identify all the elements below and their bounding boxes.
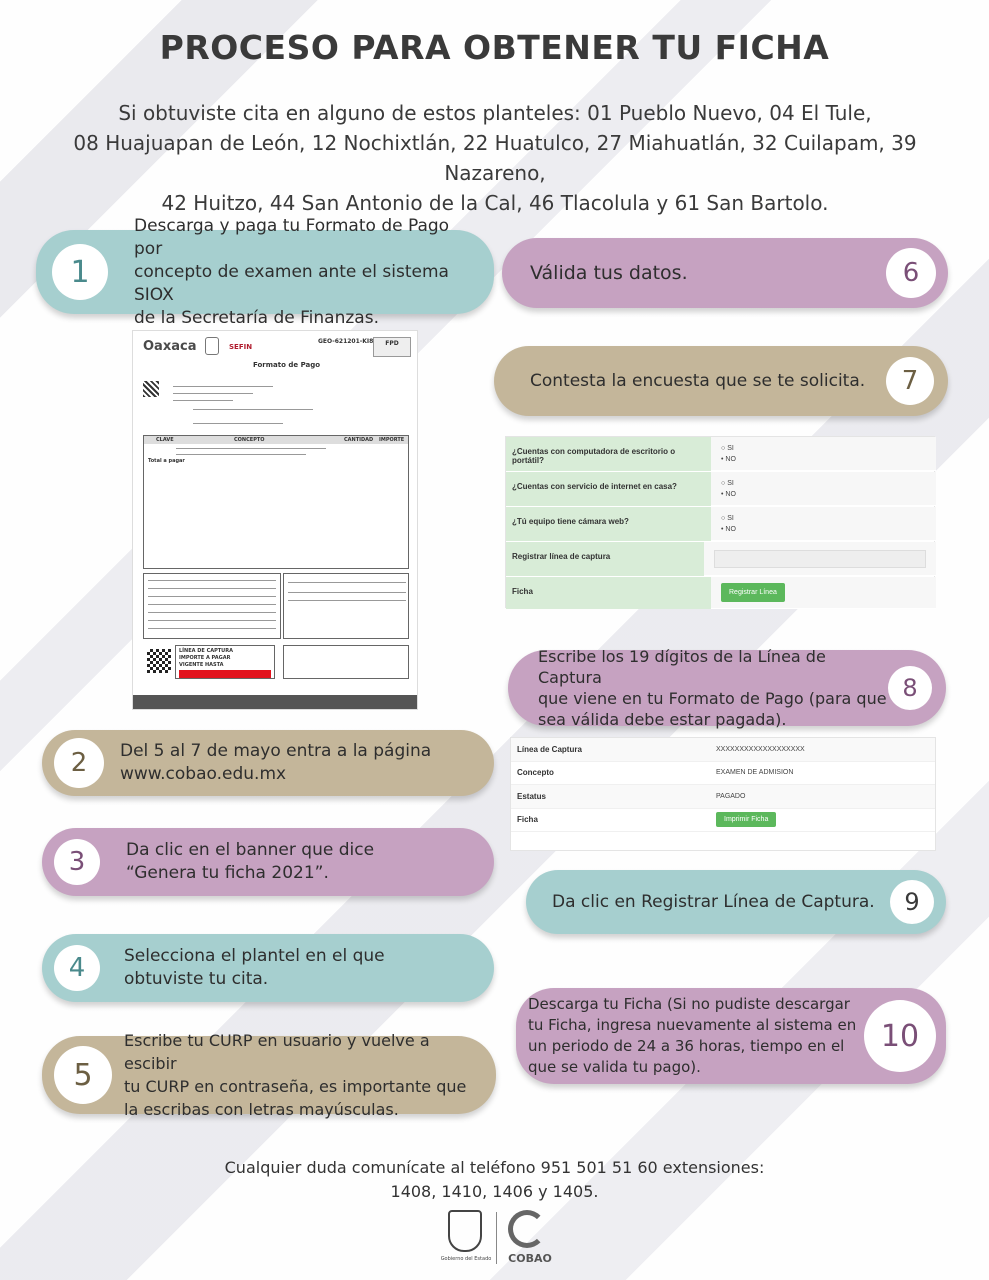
option-no: NO: [725, 526, 736, 533]
capture-key: Línea de Captura: [517, 744, 582, 754]
gob-caption: Gobierno del Estado: [440, 1256, 492, 1262]
intro-text: [20, 98, 970, 218]
capture-key: Concepto: [517, 768, 554, 778]
step-text: [552, 891, 890, 914]
survey-row: [506, 472, 936, 506]
step-line: Del 5 al 7 de mayo entra a la página: [120, 741, 432, 761]
form-fpd: FPD: [385, 340, 399, 347]
step-text: [124, 945, 476, 991]
logo-divider: [496, 1212, 497, 1264]
survey-question: Registrar línea de captura: [506, 542, 704, 576]
step-5: [42, 1031, 496, 1119]
form-red-bar: [179, 670, 271, 678]
form-store-table: [283, 573, 409, 639]
footer-line: Cualquier duda comunícate al teléfono 951 501 51 60 extensiones:: [224, 1158, 765, 1177]
step-number: 5: [54, 1046, 112, 1104]
capture-row: [511, 762, 935, 786]
form-bank-table: [143, 573, 281, 639]
cobao-logo-icon: [508, 1210, 546, 1248]
step-number: 1: [52, 244, 108, 300]
intro-line: Si obtuviste cita en alguno de estos planteles: 01 Pueblo Nuevo, 04 El Tule,: [118, 101, 872, 125]
step-line: de la Secretaría de Finanzas.: [134, 307, 379, 328]
step-line: Escribe los 19 dígitos de la Línea de Captura: [538, 647, 826, 687]
form-concept-table: [143, 435, 409, 569]
intro-line: 42 Huitzo, 44 San Antonio de la Cal, 46 Tlacolula y 61 San Bartolo.: [161, 191, 829, 215]
form-col-cantidad: CANTIDAD: [344, 437, 374, 443]
step-line: Descarga tu Ficha (Si no pudiste descargar: [528, 995, 850, 1013]
option-si: SI: [727, 515, 734, 522]
step-text: [530, 262, 886, 285]
form-capture-box: [175, 645, 275, 679]
step-number: 7: [886, 357, 934, 405]
survey-form-image: [505, 436, 935, 608]
capture-value: XXXXXXXXXXXXXXXXXXX: [716, 745, 805, 753]
step-line: Da clic en el banner que dice: [126, 840, 375, 860]
step-2: [42, 730, 494, 796]
form-code: GEO-621201-KI8: [318, 338, 374, 345]
survey-field-cell: [704, 542, 936, 576]
form-qr-code: [147, 649, 171, 673]
capture-row: [511, 785, 935, 809]
form-col-importe: IMPORTE: [379, 437, 405, 443]
step-line: tu Ficha, ingresa nuevamente al sistema en: [528, 1016, 857, 1034]
survey-question: Ficha: [506, 577, 711, 609]
step-line: que viene en tu Formato de Pago (para que: [538, 689, 887, 708]
survey-question: ¿Tú equipo tiene cámara web?: [506, 507, 711, 541]
step-number: 4: [54, 945, 100, 991]
survey-question: ¿Cuentas con computadora de escritorio o portátil?: [506, 437, 711, 471]
form-footer-bar: [133, 695, 417, 709]
step-line: Válida tus datos.: [530, 261, 688, 284]
step-line: Selecciona el plantel en el que: [124, 946, 385, 966]
step-3: [42, 828, 494, 896]
capture-row: [511, 809, 935, 833]
form-sefin-logo: SEFIN: [229, 343, 253, 351]
register-line-button: Registrar Línea: [721, 583, 785, 602]
form-col-concepto: CONCEPTO: [234, 437, 265, 443]
step-7: [494, 346, 948, 416]
survey-button-cell: [711, 577, 936, 609]
coat-of-arms-icon: [205, 337, 219, 355]
form-signature-box: [283, 645, 409, 679]
step-6: [502, 238, 948, 308]
capture-row: [511, 738, 935, 762]
step-line: sea válida debe estar pagada).: [538, 710, 787, 729]
option-si: SI: [727, 445, 734, 452]
step-text: [120, 740, 476, 786]
form-importe-pagar: IMPORTE A PAGAR: [179, 655, 231, 661]
survey-row: [506, 542, 936, 576]
payment-form-image: [132, 330, 418, 710]
step-number: 10: [864, 1000, 936, 1072]
contact-footer: [0, 1156, 989, 1204]
step-number: 8: [888, 666, 932, 710]
form-col-clave: CLAVE: [156, 437, 174, 443]
step-line: Escribe tu CURP en usuario y vuelve a escibir: [124, 1031, 430, 1073]
footer-line: 1408, 1410, 1406 y 1405.: [390, 1182, 599, 1201]
state-coat-of-arms-icon: [448, 1210, 482, 1252]
survey-options: ○ SI • NO: [711, 472, 936, 506]
step-number: 9: [890, 880, 934, 924]
step-number: 3: [54, 839, 100, 885]
option-no: NO: [725, 491, 736, 498]
step-8: [508, 647, 946, 729]
step-line: Descarga y paga tu Formato de Pago por: [134, 215, 450, 259]
step-line: Contesta la encuesta que se te solicita.: [530, 370, 866, 391]
capture-button-cell: [716, 812, 935, 827]
capture-key: Ficha: [517, 815, 538, 825]
capture-value: PAGADO: [716, 792, 746, 800]
step-number: 2: [54, 738, 104, 788]
step-line: www.cobao.edu.mx: [120, 764, 287, 784]
step-10: [516, 988, 946, 1084]
step-number: 6: [886, 248, 936, 298]
step-line: obtuviste tu cita.: [124, 969, 269, 989]
step-line: la escribas con letras mayúsculas.: [124, 1100, 399, 1119]
capture-input: [714, 550, 926, 568]
step-1: [36, 215, 494, 328]
option-si: SI: [727, 480, 734, 487]
step-line: un periodo de 24 a 36 horas, tiempo en el: [528, 1037, 845, 1055]
form-qr-small: [143, 381, 159, 397]
step-text: [528, 994, 864, 1078]
survey-row: [506, 437, 936, 471]
capture-value: EXAMEN DE ADMISION: [716, 769, 794, 777]
form-heading: Formato de Pago: [253, 361, 321, 369]
cobao-logo-text: COBAO: [508, 1252, 552, 1265]
survey-row: [506, 507, 936, 541]
form-linea: LÍNEA DE CAPTURA: [179, 648, 233, 654]
step-text: [134, 215, 476, 330]
step-4: [42, 934, 494, 1002]
survey-options: ○ SI • NO: [711, 437, 936, 471]
step-text: [124, 1029, 486, 1121]
step-9: [526, 870, 946, 934]
step-line: “Genera tu ficha 2021”.: [126, 863, 329, 883]
step-text: [538, 646, 888, 730]
form-vigente: VIGENTE HASTA: [179, 662, 224, 668]
capture-table-image: [510, 737, 936, 851]
capture-key: Estatus: [517, 791, 546, 801]
form-fpd-box: [373, 337, 411, 357]
form-total: Total a pagar: [148, 458, 185, 464]
step-line: que se valida tu pago).: [528, 1058, 701, 1076]
survey-options: ○ SI • NO: [711, 507, 936, 541]
intro-line: 08 Huajuapan de León, 12 Nochixtlán, 22 Huatulco, 27 Miahuatlán, 32 Cuilapam, 39 Nazareno,: [73, 131, 917, 185]
step-line: concepto de examen ante el sistema SIOX: [134, 261, 449, 305]
step-text: [530, 370, 886, 393]
step-text: [126, 839, 476, 885]
step-line: tu CURP en contraseña, es importante que: [124, 1077, 467, 1096]
step-line: Da clic en Registrar Línea de Captura.: [552, 891, 875, 912]
form-brand-logo: Oaxaca: [143, 339, 197, 354]
logos: [440, 1208, 560, 1272]
option-no: NO: [725, 456, 736, 463]
survey-question: ¿Cuentas con servicio de internet en casa?: [506, 472, 711, 506]
print-ficha-button: Imprimir Ficha: [716, 812, 776, 827]
page-title: PROCESO PARA OBTENER TU FICHA: [159, 28, 830, 67]
survey-row: [506, 577, 936, 609]
